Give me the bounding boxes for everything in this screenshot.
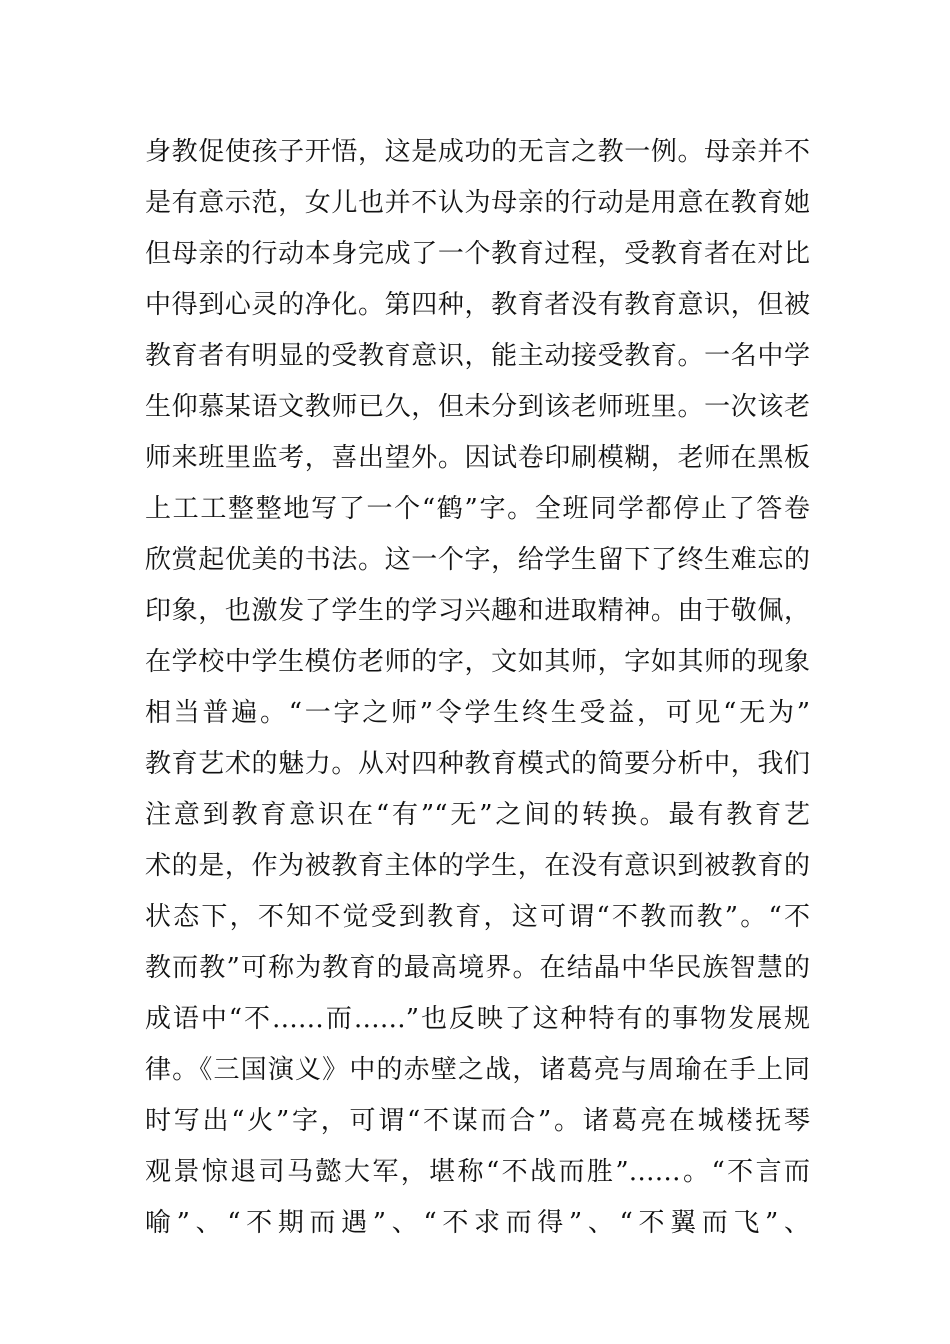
text-line-10: 印象，也激发了学生的学习兴趣和进取精神。由于敬佩， xyxy=(145,596,810,626)
text-line-18: 成语中“不……而……”也反映了这种特有的事物发展规 xyxy=(145,1004,810,1034)
body-text xyxy=(145,127,810,1249)
text-line-2: 是有意示范，女儿也并不认为母亲的行动是用意在教育她 xyxy=(145,188,810,218)
text-line-5: 教育者有明显的受教育意识，能主动接受教育。一名中学 xyxy=(145,341,810,371)
text-line-20: 时写出“火”字，可谓“不谋而合”。诸葛亮在城楼抚琴 xyxy=(145,1106,810,1136)
text-line-6: 生仰慕某语文教师已久，但未分到该老师班里。一次该老 xyxy=(145,392,810,422)
text-line-7: 师来班里监考，喜出望外。因试卷印刷模糊，老师在黑板 xyxy=(145,443,810,473)
text-line-21: 观景惊退司马懿大军，堪称“不战而胜”……。“不言而 xyxy=(145,1157,810,1187)
text-line-15: 术的是，作为被教育主体的学生，在没有意识到被教育的 xyxy=(145,851,810,881)
text-line-14: 注意到教育意识在“有”“无”之间的转换。最有教育艺 xyxy=(145,800,810,830)
text-line-11: 在学校中学生模仿老师的字，文如其师，字如其师的现象 xyxy=(145,647,810,677)
text-line-13: 教育艺术的魅力。从对四种教育模式的简要分析中，我们 xyxy=(145,749,810,779)
text-line-1: 身教促使孩子开悟，这是成功的无言之教一例。母亲并不 xyxy=(145,137,810,167)
text-line-19: 律。《三国演义》中的赤壁之战，诸葛亮与周瑜在手上同 xyxy=(145,1055,810,1085)
text-line-4: 中得到心灵的净化。第四种，教育者没有教育意识，但被 xyxy=(145,290,810,320)
text-line-22: 喻”、“不期而遇”、“不求而得”、“不翼而飞”、 xyxy=(145,1208,810,1238)
text-line-16: 状态下，不知不觉受到教育，这可谓“不教而教”。“不 xyxy=(145,902,810,932)
text-line-9: 欣赏起优美的书法。这一个字，给学生留下了终生难忘的 xyxy=(145,545,810,575)
text-line-17: 教而教”可称为教育的最高境界。在结晶中华民族智慧的 xyxy=(145,953,810,983)
text-line-8: 上工工整整地写了一个“鹤”字。全班同学都停止了答卷 xyxy=(145,494,810,524)
text-line-12: 相当普遍。“一字之师”令学生终生受益，可见“无为” xyxy=(145,698,810,728)
text-line-3: 但母亲的行动本身完成了一个教育过程，受教育者在对比 xyxy=(145,239,810,269)
